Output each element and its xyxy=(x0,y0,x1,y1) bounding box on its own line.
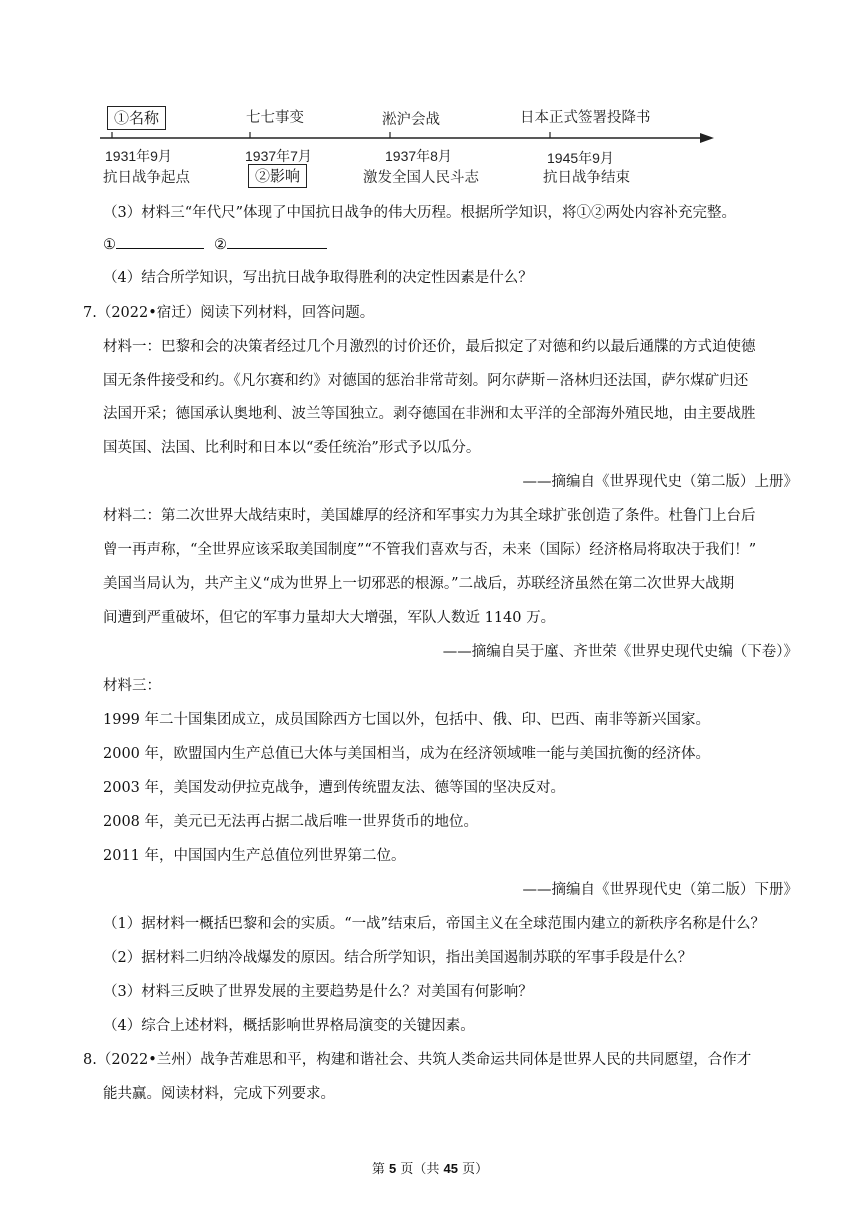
blank-1-label: ① xyxy=(103,237,116,253)
footer-suffix: 页） xyxy=(457,1162,489,1177)
material-2-line: 美国当局认为，共产主义“成为世界上一切邪恶的根源。”二战后，苏联经济虽然在第二次世界大战期 xyxy=(103,576,735,592)
material-3-source: ——摘编自《世界现代史（第二版）下册》 xyxy=(522,882,798,898)
material-3-line: 2008 年，美元已无法再占据二战后唯一世界货币的地位。 xyxy=(103,814,479,830)
timeline-note: 抗日战争起点 xyxy=(103,170,190,186)
material-3-line: 2000 年，欧盟国内生产总值已大体与美国相当，成为在经济领域唯一能与美国抗衡的经济体。 xyxy=(103,746,711,762)
answer-blanks xyxy=(103,234,327,253)
timeline-event-label: 淞沪会战 xyxy=(382,112,440,128)
question-8-heading: 8.（2022•兰州）战争苦难思和平，构建和谐社会、共筑人类命运共同体是世界人民的共同愿望，合作才 xyxy=(83,1052,752,1068)
material-2-source: ——摘编自吴于廑、齐世荣《世界史现代史编（下卷）》 xyxy=(442,644,798,660)
timeline-date: 1945年9月 xyxy=(547,150,614,166)
material-1-source: ——摘编自《世界现代史（第二版）上册》 xyxy=(522,474,798,490)
question-7-sub-3: （3）材料三反映了世界发展的主要趋势是什么？对美国有何影响？ xyxy=(103,984,533,1000)
footer-total-pages: 45 xyxy=(443,1161,458,1176)
material-2-line: 曾一再声称，“全世界应该采取美国制度”“不管我们喜欢与否，未来（国际）经济格局将取决于我们！” xyxy=(103,542,757,558)
page-footer xyxy=(0,1158,860,1177)
question-7-sub-2: （2）据材料二归纳冷战爆发的原因。结合所学知识，指出美国遏制苏联的军事手段是什么？ xyxy=(103,950,693,966)
timeline-note: 激发全国人民斗志 xyxy=(363,170,479,186)
question-7-sub-4: （4）综合上述材料，概括影响世界格局演变的关键因素。 xyxy=(103,1018,475,1034)
material-1-line: 法国开采；德国承认奥地利、波兰等国独立。剥夺德国在非洲和太平洋的全部海外殖民地，由主要战胜 xyxy=(103,406,756,422)
material-3-heading: 材料三： xyxy=(103,678,161,694)
timeline-date: 1931年9月 xyxy=(105,148,172,164)
material-3-line: 2003 年，美国发动伊拉克战争，遭到传统盟友法、德等国的坚决反对。 xyxy=(103,780,566,796)
material-1-line: 国无条件接受和约。《凡尔赛和约》对德国的惩治非常苛刻。阿尔萨斯－洛林归还法国，萨尔煤矿归还 xyxy=(103,373,749,389)
footer-page-number: 5 xyxy=(389,1161,397,1176)
question-7-sub-1: （1）据材料一概括巴黎和会的实质。“一战”结束后，帝国主义在全球范围内建立的新秩序名称是什么？ xyxy=(103,916,766,932)
answer-blank-2[interactable] xyxy=(227,234,327,249)
timeline-blank-impact-box: ②影响 xyxy=(248,164,307,188)
material-2-line: 材料二：第二次世界大战结束时，美国雄厚的经济和军事实力为其全球扩张创造了条件。杜鲁门上台后 xyxy=(103,508,756,524)
blank-2-label: ② xyxy=(214,237,227,253)
material-3-line: 1999 年二十国集团成立，成员国除西方七国以外，包括中、俄、印、巴西、南非等新兴国家。 xyxy=(103,712,711,728)
timeline-event-label: 七七事变 xyxy=(246,110,304,126)
material-2-line: 间遭到严重破坏，但它的军事力量却大大增强，军队人数近 1140 万。 xyxy=(103,610,556,626)
question-6-sub-3: （3）材料三“年代尺”体现了中国抗日战争的伟大历程。根据所学知识，将①②两处内容补充完整。 xyxy=(103,205,737,221)
timeline-event-label: 日本正式签署投降书 xyxy=(520,110,651,126)
timeline-date: 1937年7月 xyxy=(245,148,312,164)
timeline-date: 1937年8月 xyxy=(385,148,452,164)
question-7-heading: 7.（2022•宿迁）阅读下列材料，回答问题。 xyxy=(83,305,375,321)
material-1-line: 材料一：巴黎和会的决策者经过几个月激烈的讨价还价，最后拟定了对德和约以最后通牒的方式迫使德 xyxy=(103,339,756,355)
footer-middle: 页（共 xyxy=(396,1162,444,1177)
question-6-sub-4: （4）结合所学知识，写出抗日战争取得胜利的决定性因素是什么？ xyxy=(103,270,533,286)
question-8-line-2: 能共赢。阅读材料，完成下列要求。 xyxy=(103,1086,335,1102)
material-1-line: 国英国、法国、比利时和日本以“委任统治”形式予以瓜分。 xyxy=(103,440,481,456)
timeline-note: 抗日战争结束 xyxy=(543,170,630,186)
footer-prefix: 第 xyxy=(371,1162,390,1177)
material-3-line: 2011 年，中国国内生产总值位列世界第二位。 xyxy=(103,848,406,864)
answer-blank-1[interactable] xyxy=(116,234,204,249)
timeline-blank-name-box: ①名称 xyxy=(107,106,166,130)
timeline-figure xyxy=(100,98,720,188)
